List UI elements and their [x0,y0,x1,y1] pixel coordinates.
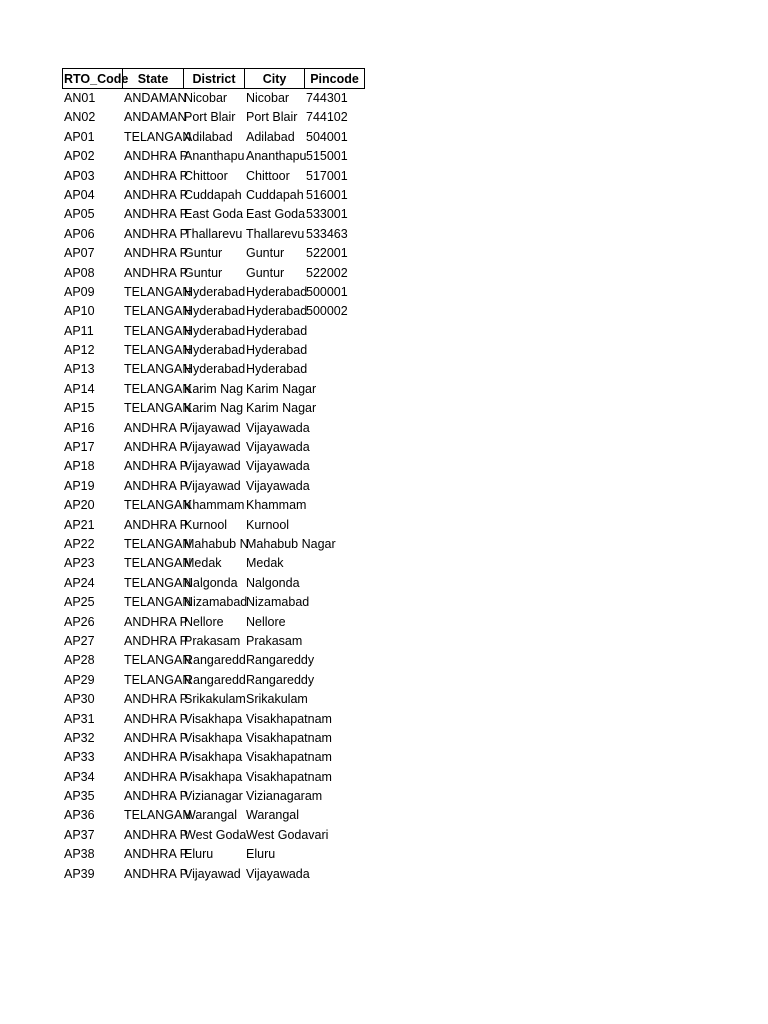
cell-state: TELANGAN [124,575,192,590]
spreadsheet-table [62,68,365,884]
cell-district: Vijayawad [184,420,241,435]
cell-district: Guntur [184,265,223,280]
table-row [62,690,365,709]
table-row [62,244,365,263]
cell-state: ANDAMAN [124,110,187,125]
cell-city: Nicobar [246,91,290,105]
cell-rto-code: AP07 [64,246,95,261]
table-row [62,167,365,186]
cell-city: Prakasam [246,633,303,648]
cell-state: ANDHRA P [124,866,188,881]
cell-state: TELANGAN [124,536,192,551]
table-row [62,729,365,748]
cell-district: Thallarevu [184,226,243,241]
cell-state: TELANGAN [124,401,192,416]
cell-city: Hyderabad [246,362,308,377]
cell-city: Hyderabad [246,304,308,319]
cell-district: Vijayawad [184,459,241,474]
cell-city: Nellore [246,614,286,629]
cell-rto-code: AP37 [64,827,95,842]
cell-district: Khammam [184,498,245,513]
cell-city: Rangareddy [246,653,315,668]
cell-district: Visakhapa [184,750,243,765]
cell-district: Guntur [184,246,223,261]
cell-state: TELANGAN [124,129,192,144]
table-row [62,186,365,205]
cell-city: Khammam [246,498,307,513]
table-row [62,806,365,825]
cell-district: Nizamabad [184,595,248,610]
cell-city: Mahabub Nagar [246,536,336,551]
cell-city: Vijayawada [246,420,310,435]
cell-state: TELANGAN [124,343,192,358]
cell-state: ANDHRA P [124,168,188,183]
cell-city: Hyderabad [246,284,308,299]
cell-state: ANDHRA P [124,265,188,280]
cell-city: Vijayawada [246,440,310,455]
cell-rto-code: AP24 [64,575,95,590]
cell-city: Vijayawada [246,459,310,474]
table-row [62,380,365,399]
cell-state: ANDHRA P [124,750,188,765]
cell-city: Eluru [246,847,276,862]
cell-rto-code: AN02 [64,110,96,125]
header-state: State [123,68,184,89]
table-row [62,845,365,864]
header-pincode: Pincode [305,68,365,89]
cell-city: Hyderabad [246,323,308,338]
cell-rto-code: AP39 [64,866,95,881]
table-row [62,554,365,573]
header-city: City [245,68,305,89]
cell-pincode: 517001 [306,168,348,183]
cell-city: Chittoor [246,168,290,183]
cell-district: Hyderabad [184,343,246,358]
table-row [62,147,365,166]
table-row [62,322,365,341]
cell-district: Visakhapa [184,769,243,784]
cell-state: ANDHRA P [124,789,188,804]
table-row [62,826,365,845]
cell-rto-code: AP34 [64,769,95,784]
cell-city: East Goda [246,207,306,222]
cell-pincode: 504001 [306,129,348,144]
cell-district: Nalgonda [184,575,238,590]
cell-state: ANDHRA P [124,517,188,532]
cell-district: Nellore [184,614,224,629]
cell-district: Rangaredd [184,653,246,668]
cell-state: ANDHRA P [124,478,188,493]
cell-rto-code: AP01 [64,129,95,144]
cell-state: TELANGAN [124,672,192,687]
table-row [62,399,365,418]
table-row [62,419,365,438]
cell-city: Warangal [246,808,300,823]
cell-rto-code: AP17 [64,440,95,455]
table-row [62,302,365,321]
table-row [62,438,365,457]
table-body [62,89,365,884]
cell-city: Visakhapatnam [246,769,332,784]
cell-rto-code: AP09 [64,284,95,299]
cell-state: ANDHRA P [124,440,188,455]
cell-state: ANDHRA P [124,420,188,435]
table-row [62,574,365,593]
cell-state: ANDHRA P [124,769,188,784]
cell-district: Vijayawad [184,866,241,881]
cell-district: Hyderabad [184,362,246,377]
cell-district: Karim Nag [184,381,244,396]
cell-city: Srikakulam [246,692,308,707]
header-district: District [184,68,245,89]
cell-state: ANDHRA P [124,711,188,726]
cell-rto-code: AN01 [64,91,96,105]
cell-rto-code: AP28 [64,653,95,668]
cell-state: ANDHRA P [124,614,188,629]
cell-rto-code: AP27 [64,633,95,648]
cell-city: Nalgonda [246,575,300,590]
table-row [62,496,365,515]
cell-pincode: 744102 [306,110,348,125]
cell-state: ANDHRA P [124,246,188,261]
cell-state: ANDHRA P [124,226,188,241]
table-row [62,360,365,379]
cell-city: Karim Nagar [246,401,317,416]
cell-district: Kurnool [184,517,228,532]
cell-rto-code: AP03 [64,168,95,183]
cell-rto-code: AP32 [64,730,95,745]
cell-rto-code: AP36 [64,808,95,823]
cell-state: ANDHRA P [124,459,188,474]
cell-district: Port Blair [184,110,236,125]
cell-district: Chittoor [184,168,228,183]
cell-city: Vijayawada [246,478,310,493]
cell-state: TELANGAN [124,653,192,668]
cell-rto-code: AP38 [64,847,95,862]
table-row [62,768,365,787]
cell-pincode: 500002 [306,304,348,319]
cell-district: West Goda [184,827,247,842]
cell-rto-code: AP19 [64,478,95,493]
cell-state: TELANGAN [124,556,192,571]
cell-rto-code: AP31 [64,711,95,726]
cell-rto-code: AP06 [64,226,95,241]
cell-state: ANDHRA P [124,692,188,707]
cell-city: Rangareddy [246,672,315,687]
table-row [62,264,365,283]
cell-state: TELANGAN [124,304,192,319]
cell-rto-code: AP11 [64,323,94,338]
cell-rto-code: AP26 [64,614,95,629]
cell-district: Adilabad [184,129,233,144]
cell-rto-code: AP05 [64,207,95,222]
cell-district: Rangaredd [184,672,246,687]
cell-rto-code: AP21 [64,517,95,532]
cell-city: Adilabad [246,129,295,144]
table-row [62,593,365,612]
cell-city: Nizamabad [246,595,310,610]
table-row [62,341,365,360]
cell-district: Visakhapa [184,730,243,745]
cell-rto-code: AP33 [64,750,95,765]
table-row [62,225,365,244]
header-rto-code: RTO_Code [62,68,123,89]
cell-rto-code: AP04 [64,187,95,202]
cell-district: Srikakulam [184,692,246,707]
cell-rto-code: AP02 [64,149,95,164]
header-row [62,68,365,89]
cell-state: TELANGAN [124,284,192,299]
cell-district: Medak [184,556,222,571]
cell-pincode: 515001 [306,149,348,164]
cell-state: ANDHRA P [124,633,188,648]
cell-district: Nicobar [184,91,228,105]
table-row [62,865,365,884]
cell-district: Eluru [184,847,214,862]
cell-state: ANDAMAN [124,91,187,105]
cell-district: Hyderabad [184,304,246,319]
cell-pincode: 744301 [306,91,348,105]
table-row [62,128,365,147]
cell-state: ANDHRA P [124,207,188,222]
cell-district: Vizianagar [184,789,243,804]
cell-state: TELANGAN [124,323,192,338]
cell-district: East Goda [184,207,244,222]
cell-pincode: 522001 [306,246,348,261]
table-row [62,89,365,108]
cell-rto-code: AP23 [64,556,95,571]
cell-district: Hyderabad [184,323,246,338]
cell-city: Guntur [246,265,285,280]
table-row [62,632,365,651]
cell-city: West Godavari [246,827,329,842]
cell-state: ANDHRA P [124,847,188,862]
table-row [62,535,365,554]
cell-rto-code: AP10 [64,304,95,319]
cell-rto-code: AP13 [64,362,95,377]
cell-rto-code: AP20 [64,498,95,513]
cell-state: TELANGAN [124,362,192,377]
table-row [62,613,365,632]
table-row [62,787,365,806]
cell-rto-code: AP12 [64,343,95,358]
cell-district: Mahabub N [184,536,249,551]
cell-state: TELANGAN [124,498,192,513]
cell-rto-code: AP16 [64,420,95,435]
table-row [62,477,365,496]
cell-state: ANDHRA P [124,730,188,745]
table-row [62,671,365,690]
table-row [62,205,365,224]
cell-rto-code: AP15 [64,401,95,416]
table-row [62,283,365,302]
cell-city: Thallarevu [246,226,305,241]
cell-city: Visakhapatnam [246,750,332,765]
cell-city: Guntur [246,246,285,261]
cell-city: Visakhapatnam [246,730,332,745]
table-row [62,516,365,535]
cell-city: Medak [246,556,284,571]
cell-state: TELANGAN [124,808,192,823]
cell-city: Cuddapah [246,187,304,202]
cell-rto-code: AP14 [64,381,95,396]
cell-rto-code: AP30 [64,692,95,707]
cell-rto-code: AP08 [64,265,95,280]
table-row [62,108,365,127]
cell-city: Kurnool [246,517,290,532]
cell-rto-code: AP29 [64,672,95,687]
cell-city: Vizianagaram [246,789,323,804]
cell-state: ANDHRA P [124,827,188,842]
cell-state: ANDHRA P [124,149,188,164]
cell-state: ANDHRA P [124,187,188,202]
cell-rto-code: AP35 [64,789,95,804]
cell-district: Vijayawad [184,440,241,455]
cell-district: Karim Nag [184,401,244,416]
cell-pincode: 516001 [306,187,348,202]
table-row [62,457,365,476]
cell-rto-code: AP22 [64,536,95,551]
cell-district: Warangal [184,808,238,823]
table-row [62,748,365,767]
cell-district: Cuddapah [184,187,242,202]
cell-city: Ananthapu [246,149,307,164]
cell-pincode: 500001 [306,284,348,299]
cell-rto-code: AP18 [64,459,95,474]
cell-pincode: 522002 [306,265,348,280]
cell-district: Ananthapu [184,149,245,164]
cell-state: TELANGAN [124,381,192,396]
cell-city: Vijayawada [246,866,310,881]
cell-city: Visakhapatnam [246,711,332,726]
cell-city: Port Blair [246,110,298,125]
cell-district: Hyderabad [184,284,246,299]
cell-city: Karim Nagar [246,381,317,396]
cell-state: TELANGAN [124,595,192,610]
table-row [62,710,365,729]
cell-district: Visakhapa [184,711,243,726]
cell-pincode: 533001 [306,207,348,222]
cell-pincode: 533463 [306,226,348,241]
cell-district: Vijayawad [184,478,241,493]
cell-city: Hyderabad [246,343,308,358]
cell-district: Prakasam [184,633,241,648]
cell-rto-code: AP25 [64,595,95,610]
table-row [62,651,365,670]
